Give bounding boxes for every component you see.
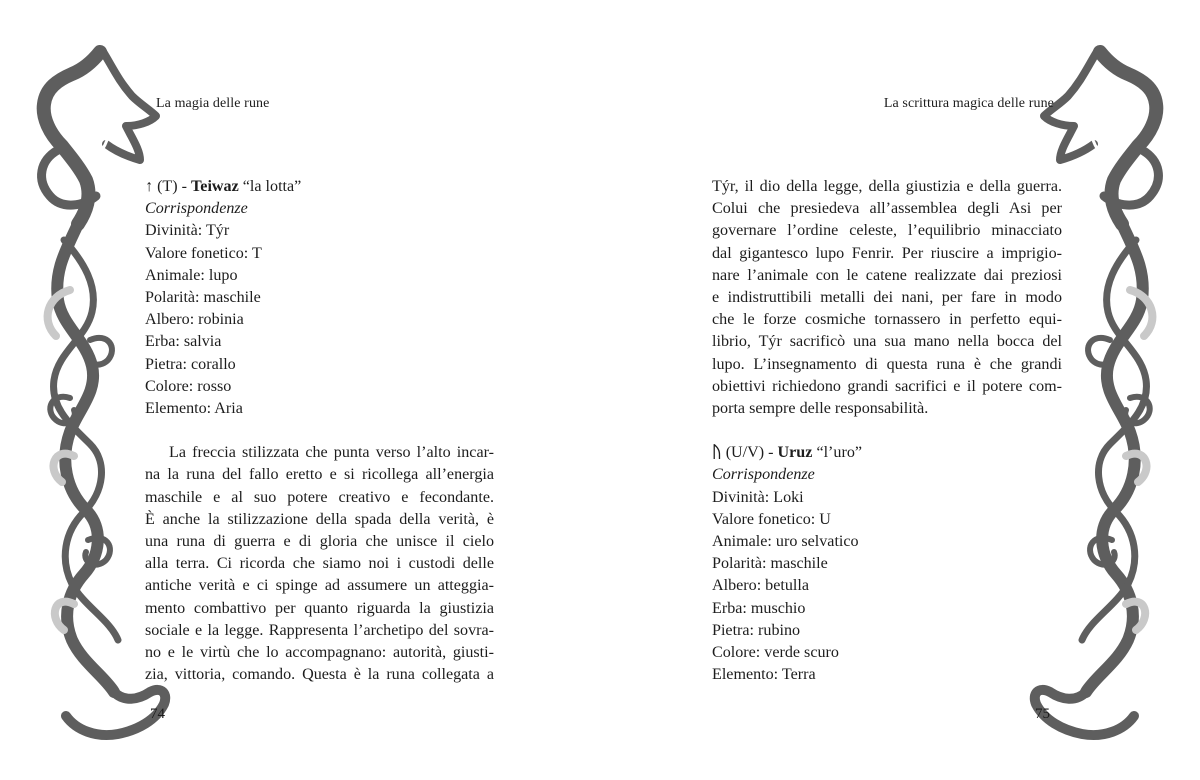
correspondence-line: Colore: verde scuro: [712, 644, 839, 662]
uruz-rune-icon: ᚢ: [712, 444, 722, 462]
correspondence-line: Valore fonetico: U: [712, 510, 831, 528]
correspondence-line: Polarità: maschile: [145, 289, 261, 307]
correspondence-line: Animale: uro selvatico: [712, 533, 859, 551]
correspondence-line: Pietra: corallo: [145, 355, 236, 373]
correspondence-line: Albero: betulla: [712, 577, 809, 595]
paragraph-line: È anche la stilizzazione della spada della verità, è: [145, 510, 494, 528]
rune-heading: [145, 176, 494, 198]
correspondence-line: Colore: rosso: [145, 377, 232, 395]
correspondence-line: Animale: lupo: [145, 266, 238, 284]
correspondence-line: Divinità: Loki: [712, 488, 804, 506]
correspondences-title: Corrispondenze: [145, 200, 248, 218]
paragraph-line: Týr, il dio della legge, della giustizia e della guerra.: [712, 178, 1062, 195]
paragraph-line: sociale e la legge. Rappresenta l’archetipo del sovra-: [145, 621, 494, 639]
paragraph-line: e indistruttibili metalli dei nani, per fare in modo: [712, 289, 1062, 307]
paragraph-line: zia, vittoria, comando. Questa è la runa collegata a: [145, 666, 494, 684]
correspondence-line: Albero: robinia: [145, 311, 244, 329]
text-block: [712, 176, 1062, 686]
paragraph-line: nare l’animale con le catene realizzate dai preziosi: [712, 266, 1062, 284]
correspondence-line: Divinità: Týr: [145, 222, 230, 240]
correspondence-line: Polarità: maschile: [712, 555, 828, 573]
running-head: La scrittura magica delle rune: [883, 96, 1054, 111]
paragraph-line: obiettivi richiedono grandi sacrifici e il potere com-: [712, 377, 1062, 395]
paragraph-line: no e le virtù che lo accompagnano: autorità, giusti-: [145, 644, 494, 662]
page-number: 74: [150, 706, 165, 722]
paragraph-line: che le forze cosmiche tornassero in perfetto equi-: [712, 311, 1062, 329]
correspondence-line: Elemento: Aria: [145, 400, 243, 418]
correspondence-line: Erba: muschio: [712, 599, 806, 617]
correspondence-line: Valore fonetico: T: [145, 244, 262, 262]
paragraph-line: governare l’ordine celeste, l’equilibrio minacciato: [712, 222, 1062, 240]
correspondence-line: Erba: salvia: [145, 333, 222, 351]
paragraph-line: maschile e al suo potere creativo e fecondante.: [145, 488, 494, 506]
paragraph-line: dal gigantesco lupo Fenrir. Per riuscire a imprigio-: [712, 244, 1062, 262]
running-head: La magia delle rune: [156, 96, 270, 111]
correspondence-line: Pietra: rubino: [712, 621, 801, 639]
paragraph-line: La freccia stilizzata che punta verso l’alto incar-: [169, 444, 494, 462]
paragraph-line: antiche verità e ci spinge ad assumere un atteggia-: [145, 577, 494, 595]
rune-meaning: “la lotta”: [242, 178, 302, 195]
paragraph-line: lupo. L’insegnamento di questa runa è che grandi: [712, 355, 1062, 373]
rune-letter: (U/V) -: [725, 444, 774, 462]
paragraph-line: porta sempre delle responsabilità.: [712, 400, 929, 418]
rune-name: Teiwaz: [191, 178, 239, 195]
paragraph-line: una runa di guerra e di gloria che unisce il cielo: [145, 533, 494, 551]
rune-name: Uruz: [777, 444, 813, 462]
paragraph-line: mento combattivo per quanto riguarda la giustizia: [145, 599, 494, 617]
right-page: [600, 0, 1200, 780]
paragraph-line: librio, Týr sacrificò una sua mano nella bocca del: [712, 333, 1062, 351]
text-block: [145, 176, 494, 686]
correspondences-title: Corrispondenze: [712, 466, 815, 484]
teiwaz-rune-icon: ↑: [145, 178, 154, 195]
rune-meaning: “l’uro”: [816, 444, 863, 462]
paragraph-line: na la runa del fallo eretto e si ricollega all’energia: [145, 466, 494, 484]
paragraph-line: Colui che presiedeva all’assemblea degli Asi per: [712, 200, 1062, 218]
correspondence-line: Elemento: Terra: [712, 666, 816, 684]
rune-letter: (T) -: [157, 178, 188, 195]
rune-heading: [712, 442, 1062, 464]
paragraph-line: alla terra. Ci ricorda che siamo noi i custodi delle: [145, 555, 494, 573]
page-number: 75: [1035, 706, 1050, 722]
